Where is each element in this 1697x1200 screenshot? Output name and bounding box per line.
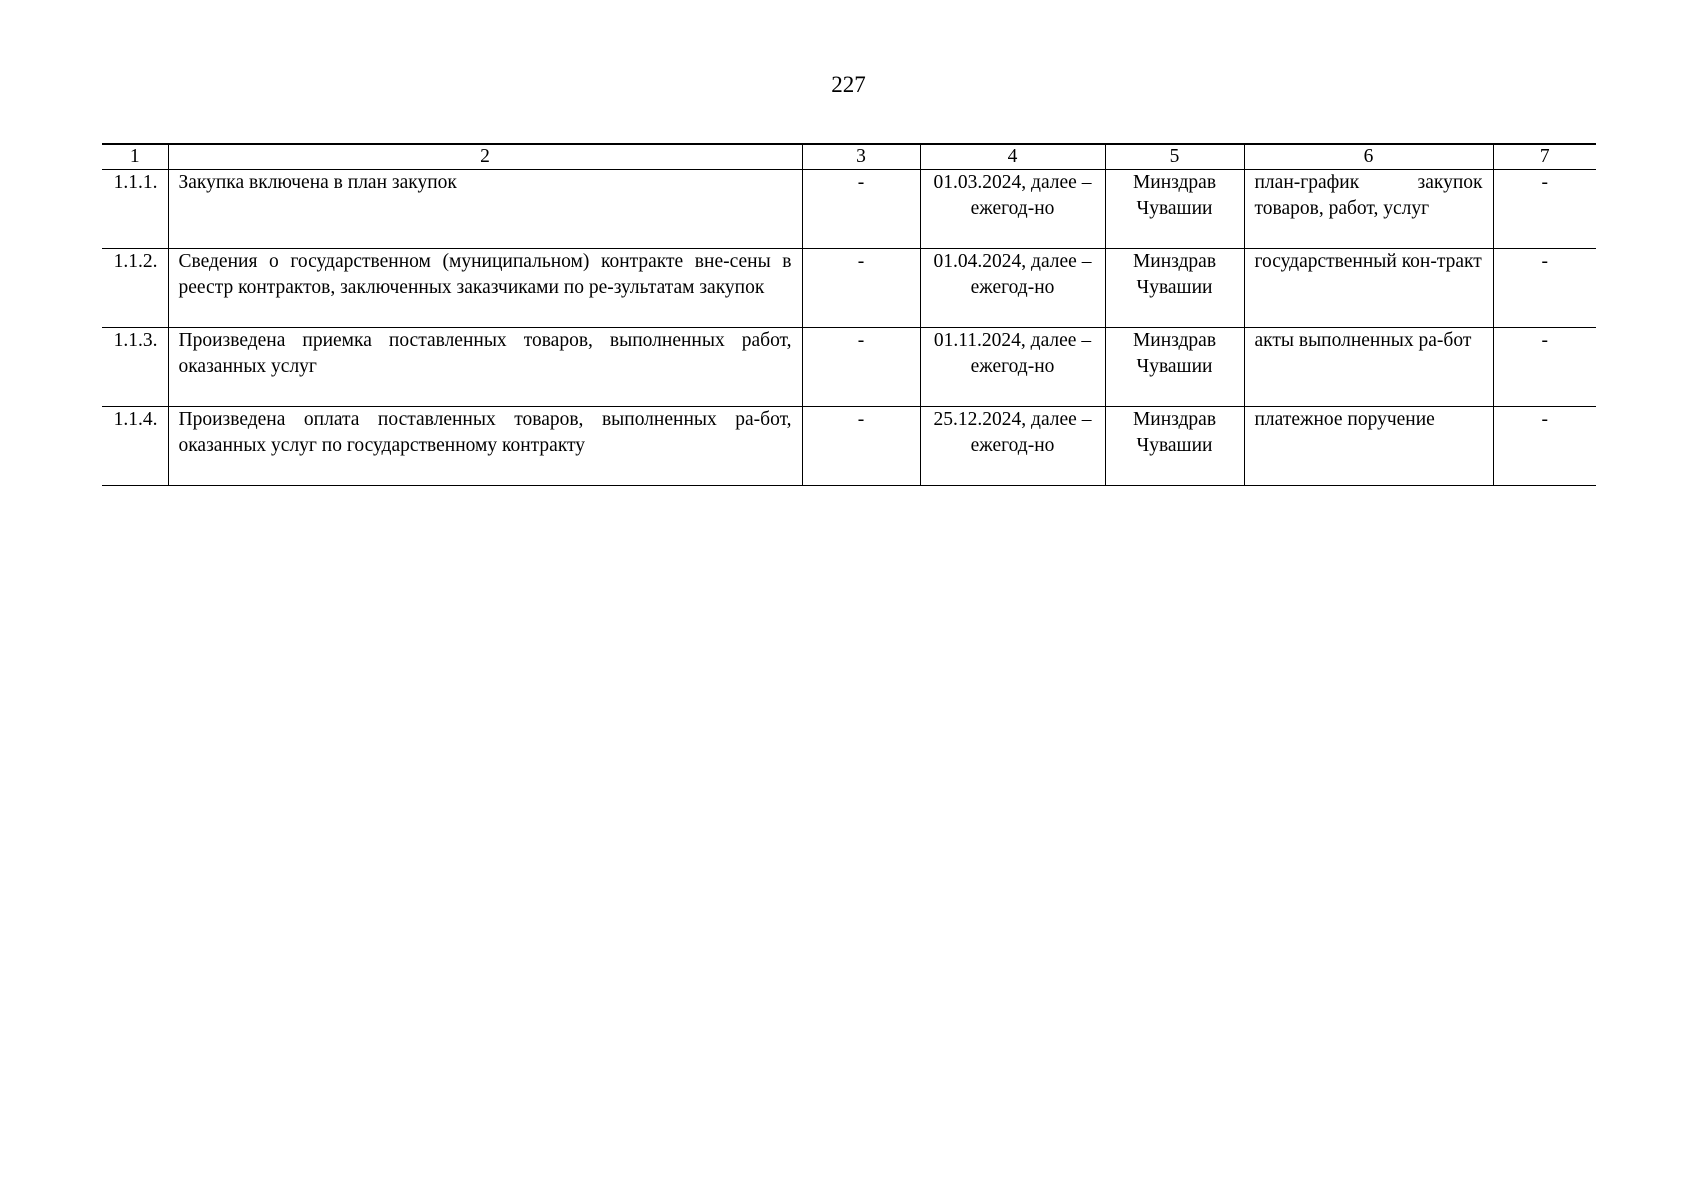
row-date: 01.03.2024, далее – ежегод-но — [920, 170, 1105, 249]
row-organization: Минздрав Чувашии — [1105, 170, 1244, 249]
column-header: 7 — [1493, 144, 1596, 170]
row-number: 1.1.3. — [102, 328, 168, 407]
table-row — [102, 328, 1596, 407]
row-col7: - — [1493, 170, 1596, 249]
row-col3: - — [802, 328, 920, 407]
row-col3: - — [802, 407, 920, 486]
row-description: Произведена приемка поставленных товаров, выполненных работ, оказанных услуг — [168, 328, 802, 407]
row-col7: - — [1493, 249, 1596, 328]
row-number: 1.1.1. — [102, 170, 168, 249]
row-number: 1.1.4. — [102, 407, 168, 486]
row-document: план-график закупок товаров, работ, услуг — [1244, 170, 1493, 249]
row-document: государственный кон-тракт — [1244, 249, 1493, 328]
table-header-row — [102, 144, 1596, 170]
row-document: акты выполненных ра-бот — [1244, 328, 1493, 407]
row-description: Закупка включена в план закупок — [168, 170, 802, 249]
row-date: 01.11.2024, далее – ежегод-но — [920, 328, 1105, 407]
column-header: 1 — [102, 144, 168, 170]
plan-table — [102, 143, 1596, 486]
row-col3: - — [802, 170, 920, 249]
table-row — [102, 249, 1596, 328]
column-header: 2 — [168, 144, 802, 170]
column-header: 4 — [920, 144, 1105, 170]
column-header: 5 — [1105, 144, 1244, 170]
table-row — [102, 407, 1596, 486]
row-document: платежное поручение — [1244, 407, 1493, 486]
row-col7: - — [1493, 407, 1596, 486]
row-organization: Минздрав Чувашии — [1105, 328, 1244, 407]
row-number: 1.1.2. — [102, 249, 168, 328]
row-description: Произведена оплата поставленных товаров, выполненных ра-бот, оказанных услуг по государственному контракту — [168, 407, 802, 486]
row-date: 25.12.2024, далее – ежегод-но — [920, 407, 1105, 486]
row-date: 01.04.2024, далее – ежегод-но — [920, 249, 1105, 328]
row-description: Сведения о государственном (муниципальном) контракте вне-сены в реестр контрактов, заключенных заказчиками по ре-зультатам закупок — [168, 249, 802, 328]
row-col7: - — [1493, 328, 1596, 407]
column-header: 3 — [802, 144, 920, 170]
page-number: 227 — [831, 72, 866, 97]
column-header: 6 — [1244, 144, 1493, 170]
table-row — [102, 170, 1596, 249]
row-organization: Минздрав Чувашии — [1105, 407, 1244, 486]
row-organization: Минздрав Чувашии — [1105, 249, 1244, 328]
row-col3: - — [802, 249, 920, 328]
